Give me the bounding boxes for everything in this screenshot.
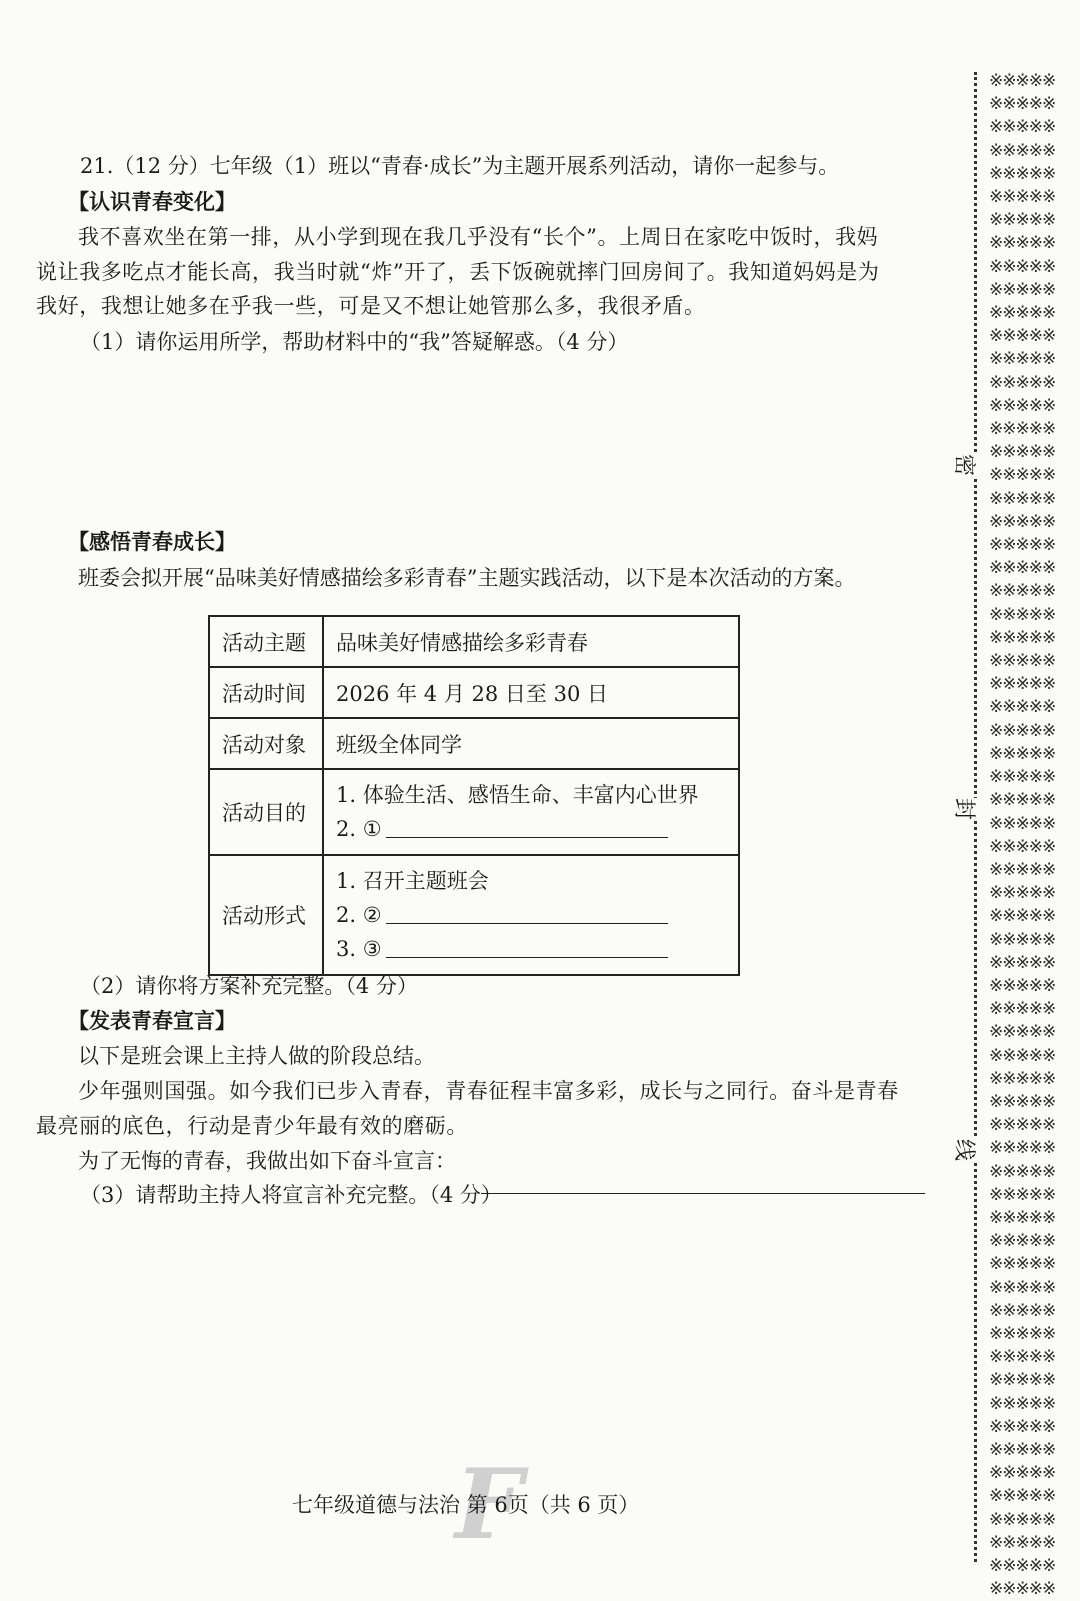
seal-mark-xian: 线	[951, 1138, 977, 1162]
margin-pattern: ※※※※※ ※※※※※ ※※※※※ ※※※※※ ※※※※※ ※※※※※ ※※※※※ ※※※※※ ※※※※※ ※※※※※ ※※※※※ ※※※※※ ※※※※※ ※※※※※ ※※※※※ ※※※※※ ※※※※※ ※※※※※ ※※※※※ ※※※※※ ※※※※※ ※※※※※ ※※※※※ ※※※※※ ※※※※※ ※※※※※ ※※※※※ ※※※※※ ※※※※※ ※※※※※ ※※※※※ ※※※※※ ※※※※※ ※※※※※ ※※※※※ ※※※※※ ※※※※※ ※※※※※ ※※※※※ ※※※※※ ※※※※※ ※※※※※ ※※※※※ ※※※※※ ※※※※※ ※※※※※ ※※※※※ ※※※※※ ※※※※※ ※※※※※ ※※※※※ ※※※※※ ※※※※※ ※※※※※ ※※※※※ ※※※※※ ※※※※※ ※※※※※ ※※※※※ ※※※※※ ※※※※※ ※※※※※ ※※※※※ ※※※※※ ※※※※※ ※※※※※	[989, 71, 1056, 1600]
form-item-blank	[336, 898, 726, 932]
material-line: 少年强则国强。如今我们已步入青春，青春征程丰富多彩，成长与之同行。奋斗是青春	[78, 1079, 899, 1103]
plan-intro: 班委会拟开展“品味美好情感描绘多彩青春”主题实践活动，以下是本次活动的方案。	[78, 566, 856, 590]
question-header: 21.（12 分）七年级（1）班以“青春·成长”为主题开展系列活动，请你一起参与。	[80, 154, 840, 178]
section-title-declare: 【发表青春宣言】	[68, 1009, 236, 1033]
question-3: （3）请帮助主持人将宣言补充完整。（4 分）	[80, 1183, 502, 1207]
section-title-perceive: 【感悟青春成长】	[68, 530, 236, 554]
material-line: 我好，我想让她多在乎我一些，可是又不想让她管那么多，我很矛盾。	[36, 294, 706, 318]
seal-mark-feng: 封	[951, 797, 977, 821]
table-cell-value: 班级全体同学	[323, 718, 739, 769]
answer-blank[interactable]	[386, 957, 668, 958]
table-cell-key: 活动目的	[209, 769, 323, 855]
material-line: 我不喜欢坐在第一排，从小学到现在我几乎没有“长个”。上周日在家吃中饭时，我妈	[78, 225, 879, 249]
answer-blank[interactable]	[386, 923, 668, 924]
material-line: 最亮丽的底色，行动是青少年最有效的磨砺。	[36, 1114, 468, 1138]
table-cell-value	[323, 769, 739, 855]
declaration-prompt: 为了无悔的青春，我做出如下奋斗宣言：	[78, 1149, 456, 1173]
activity-plan-table	[208, 615, 740, 976]
table-cell-value	[323, 855, 739, 975]
question-1: （1）请你运用所学，帮助材料中的“我”答疑解惑。（4 分）	[80, 330, 629, 354]
table-cell-key: 活动对象	[209, 718, 323, 769]
table-cell-key: 活动主题	[209, 616, 323, 667]
form-item-blank	[336, 932, 726, 966]
material-line: 说让我多吃点才能长高，我当时就“炸”开了，丢下饭碗就摔门回房间了。我知道妈妈是为	[36, 260, 880, 284]
table-cell-key: 活动形式	[209, 855, 323, 975]
table-cell-value: 2026 年 4 月 28 日至 30 日	[323, 667, 739, 718]
blank-label: 2. ②	[336, 903, 382, 927]
section-title-recognize: 【认识青春变化】	[68, 190, 236, 214]
purpose-item-blank	[336, 812, 726, 846]
watermark-logo: F	[455, 1448, 524, 1561]
declaration-answer-blank[interactable]	[481, 1193, 925, 1194]
blank-label: 2. ①	[336, 817, 382, 841]
answer-blank[interactable]	[386, 837, 668, 838]
table-cell-value: 品味美好情感描绘多彩青春	[323, 616, 739, 667]
page-footer: 七年级道德与法治 第 6页（共 6 页）	[292, 1493, 640, 1517]
summary-intro: 以下是班会课上主持人做的阶段总结。	[78, 1044, 435, 1068]
question-2: （2）请你将方案补充完整。（4 分）	[80, 974, 418, 998]
seal-mark-mi: 密	[951, 453, 977, 477]
blank-label: 3. ③	[336, 937, 382, 961]
form-item: 1. 召开主题班会	[336, 869, 489, 893]
table-cell-key: 活动时间	[209, 667, 323, 718]
purpose-item: 1. 体验生活、感悟生命、丰富内心世界	[336, 783, 699, 807]
